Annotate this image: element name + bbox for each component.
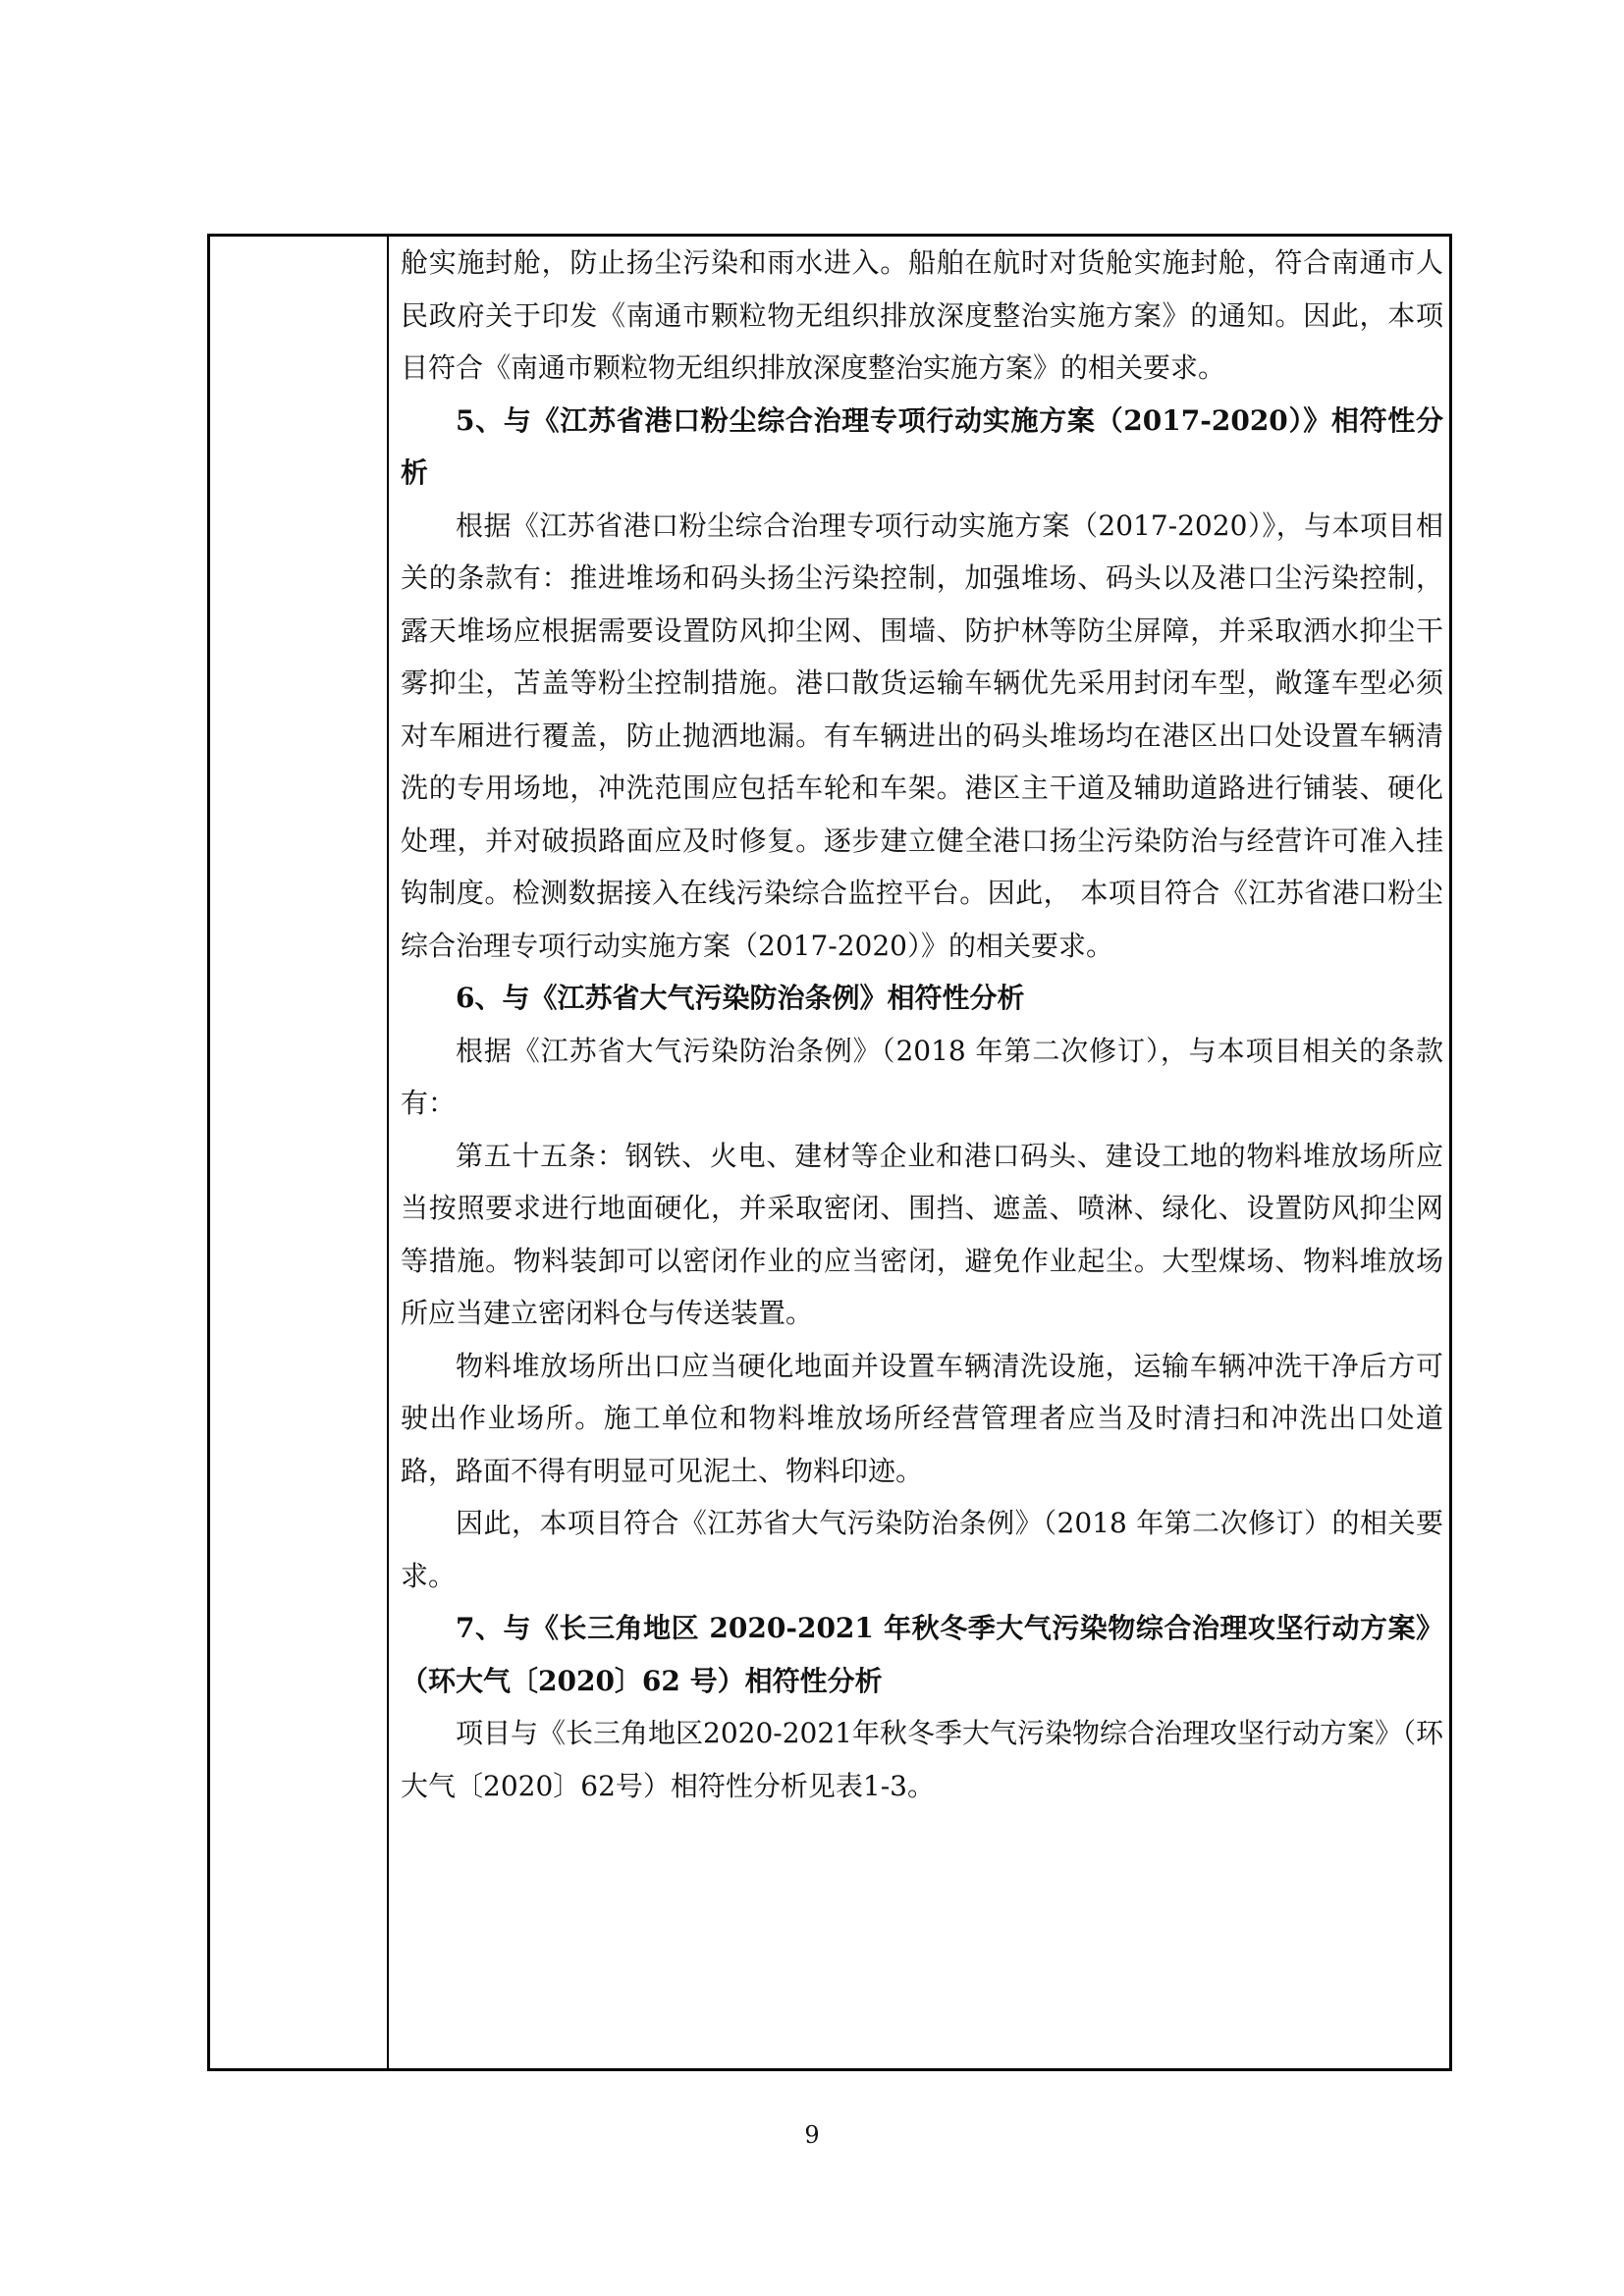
paragraph-nantong-conclusion: 舱实施封舱，防止扬尘污染和雨水进入。船舶在航时对货舱实施封舱，符合南通市人民政府关于印发《南通市颗粒物无组织排放深度整治实施方案》的通知。因此，本项目符合《南通市颗粒物无组织排放深度整治实施方案》的相关要求。 (401, 246, 1443, 384)
document-table (207, 234, 1452, 2071)
paragraph-section-5: 根据《江苏省港口粉尘综合治理专项行动实施方案（2017-2020）》，与本项目相关的条款有：推进堆场和码头扬尘污染控制，加强堆场、码头以及港口尘污染控制，露天堆场应根据需要设置防风抑尘网、围墙、防护林等防尘屏障，并采取洒水抑尘干雾抑尘，苫盖等粉尘控制措施。港口散货运输车辆优先采用封闭车型，敞篷车型必须对车厢进行覆盖，防止抛洒地漏。有车辆进出的码头堆场均在港区出口处设置车辆清洗的专用场地，冲洗范围应包括车轮和车架。港区主干道及辅助道路进行铺装、硬化处理，并对破损路面应及时修复。逐步建立健全港口扬尘污染防治与经营许可准入挂钩制度。检测数据接入在线污染综合监控平台。因此， 本项目符合《江苏省港口粉尘综合治理专项行动实施方案（2017-2020）》的相关要求。 (401, 508, 1443, 962)
paragraph-article-55-continued: 物料堆放场所出口应当硬化地面并设置车辆清洗设施，运输车辆冲洗干净后方可驶出作业场所。施工单位和物料堆放场所经营管理者应当及时清扫和冲洗出口处道路，路面不得有明显可见泥土、物料印迹。 (401, 1349, 1443, 1487)
heading-section-6: 6、与《江苏省大气污染防治条例》相符性分析 (456, 982, 1025, 1014)
paragraph-article-55: 第五十五条：钢铁、火电、建材等企业和港口码头、建设工地的物料堆放场所应当按照要求进行地面硬化，并采取密闭、围挡、遮盖、喷淋、绿化、设置防风抑尘网等措施。物料装卸可以密闭作业的应当密闭，避免作业起尘。大型煤场、物料堆放场所应当建立密闭料仓与传送装置。 (401, 1139, 1443, 1329)
page-number: 9 (804, 2121, 820, 2149)
paragraph-section-7: 项目与《长三角地区2020-2021年秋冬季大气污染物综合治理攻坚行动方案》（环大气〔2020〕62号）相符性分析见表1-3。 (401, 1717, 1443, 1802)
heading-section-5: 5、与《江苏省港口粉尘综合治理专项行动实施方案（2017-2020）》相符性分析 (401, 403, 1443, 489)
heading-section-7: 7、与《长三角地区 2020-2021 年秋冬季大气污染物综合治理攻坚行动方案》（环大气〔2020〕62 号）相符性分析 (401, 1612, 1443, 1697)
paragraph-section-6-intro: 根据《江苏省大气污染防治条例》（2018 年第二次修订），与本项目相关的条款有： (401, 1034, 1443, 1119)
table-content-column (391, 237, 1449, 2068)
paragraph-section-6-conclusion: 因此，本项目符合《江苏省大气污染防治条例》（2018 年第二次修订）的相关要求。 (401, 1507, 1443, 1592)
table-left-column (210, 237, 389, 2068)
